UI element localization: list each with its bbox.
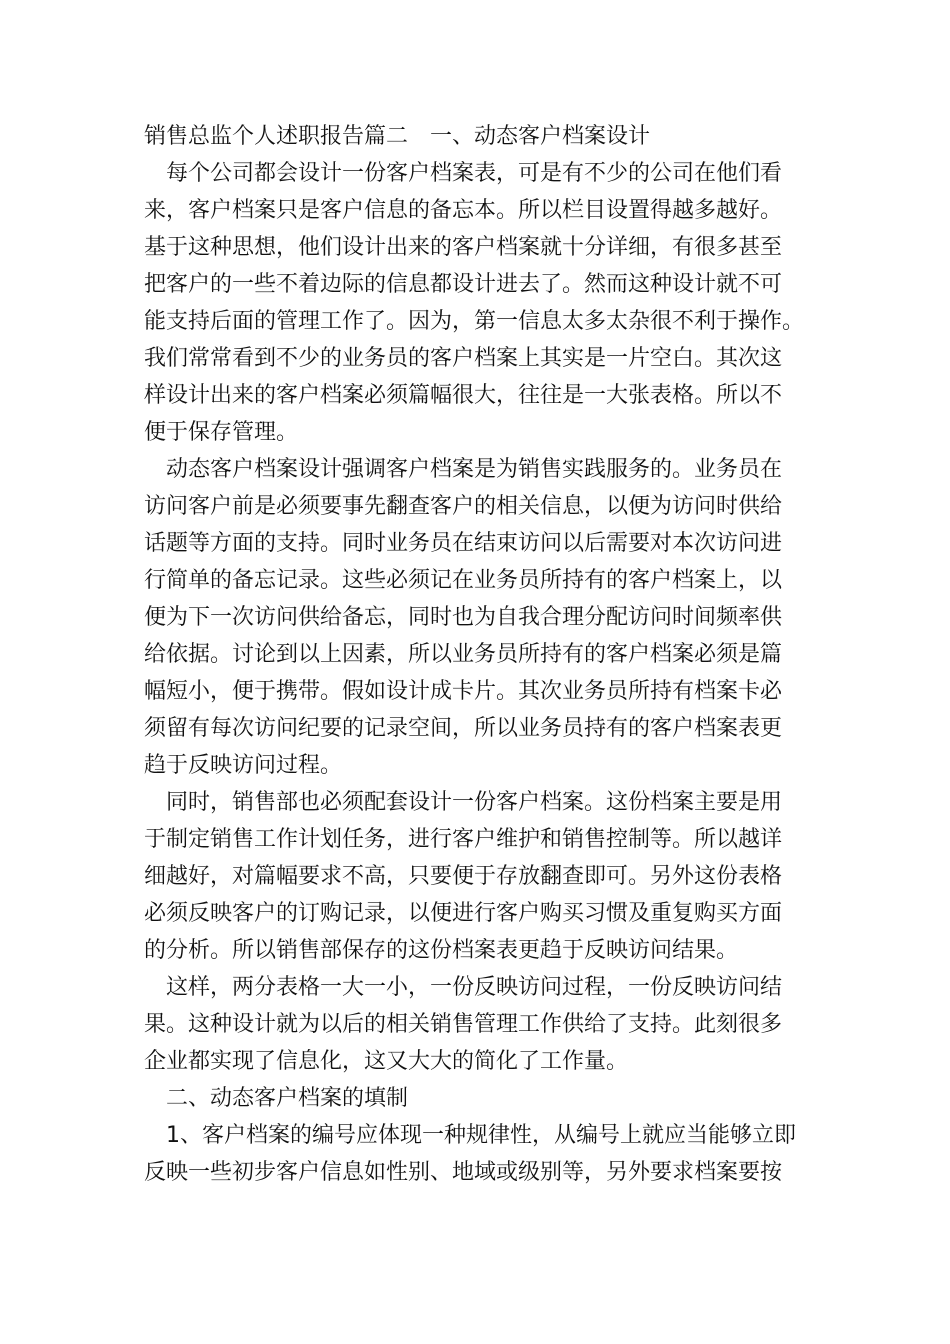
paragraph-line: 来，客户档案只是客户信息的备忘本。所以栏目设置得越多越好。 [144,198,783,223]
paragraph-line: 幅短小，便于携带。假如设计成卡片。其次业务员所持有档案卡必 [144,679,783,704]
paragraph-line: 同时，销售部也必须配套设计一份客户档案。这份档案主要是用 [166,790,783,815]
paragraph-line: 企业都实现了信息化，这又大大的简化了工作量。 [144,1049,629,1074]
paragraph-line: 1、客户档案的编号应体现一种规律性，从编号上就应当能够立即 [166,1123,796,1148]
paragraph-line: 给依据。讨论到以上因素，所以业务员所持有的客户档案必须是篇 [144,642,783,667]
paragraph-line: 反映一些初步客户信息如性别、地域或级别等，另外要求档案要按 [144,1160,783,1185]
report-heading: 销售总监个人述职报告篇二 一、动态客户档案设计 [144,124,651,149]
paragraph-line: 我们常常看到不少的业务员的客户档案上其实是一片空白。其次这 [144,346,783,371]
paragraph-line: 访问客户前是必须要事先翻查客户的相关信息，以便为访问时供给 [144,494,783,519]
document-body [144,118,808,1191]
paragraph-line: 于制定销售工作计划任务，进行客户维护和销售控制等。所以越详 [144,827,783,852]
paragraph-line: 细越好，对篇幅要求不高，只要便于存放翻查即可。另外这份表格 [144,864,783,889]
paragraph-line: 把客户的一些不着边际的信息都设计进去了。然而这种设计就不可 [144,272,783,297]
paragraph-line: 样设计出来的客户档案必须篇幅很大，往往是一大张表格。所以不 [144,383,783,408]
paragraph-line: 动态客户档案设计强调客户档案是为销售实践服务的。业务员在 [166,457,783,482]
paragraph-line: 基于这种思想，他们设计出来的客户档案就十分详细，有很多甚至 [144,235,783,260]
paragraph-line: 每个公司都会设计一份客户档案表，可是有不少的公司在他们看 [166,161,783,186]
paragraph-line: 趋于反映访问过程。 [144,753,343,778]
paragraph-line: 话题等方面的支持。同时业务员在结束访问以后需要对本次访问进 [144,531,783,556]
paragraph-line: 行简单的备忘记录。这些必须记在业务员所持有的客户档案上，以 [144,568,783,593]
paragraph-line: 这样，两分表格一大一小，一份反映访问过程，一份反映访问结 [166,975,783,1000]
paragraph-line: 必须反映客户的订购记录，以便进行客户购买习惯及重复购买方面 [144,901,783,926]
paragraph-line: 便于保存管理。 [144,420,299,445]
paragraph-line: 须留有每次访问纪要的记录空间，所以业务员持有的客户档案表更 [144,716,783,741]
paragraph-line: 便为下一次访问供给备忘，同时也为自我合理分配访问时间频率供 [144,605,783,630]
section-heading: 二、动态客户档案的填制 [166,1086,409,1111]
paragraph-line: 果。这种设计就为以后的相关销售管理工作供给了支持。此刻很多 [144,1012,783,1037]
paragraph-line: 能支持后面的管理工作了。因为，第一信息太多太杂很不利于操作。 [144,309,805,334]
paragraph-line: 的分析。所以销售部保存的这份档案表更趋于反映访问结果。 [144,938,739,963]
